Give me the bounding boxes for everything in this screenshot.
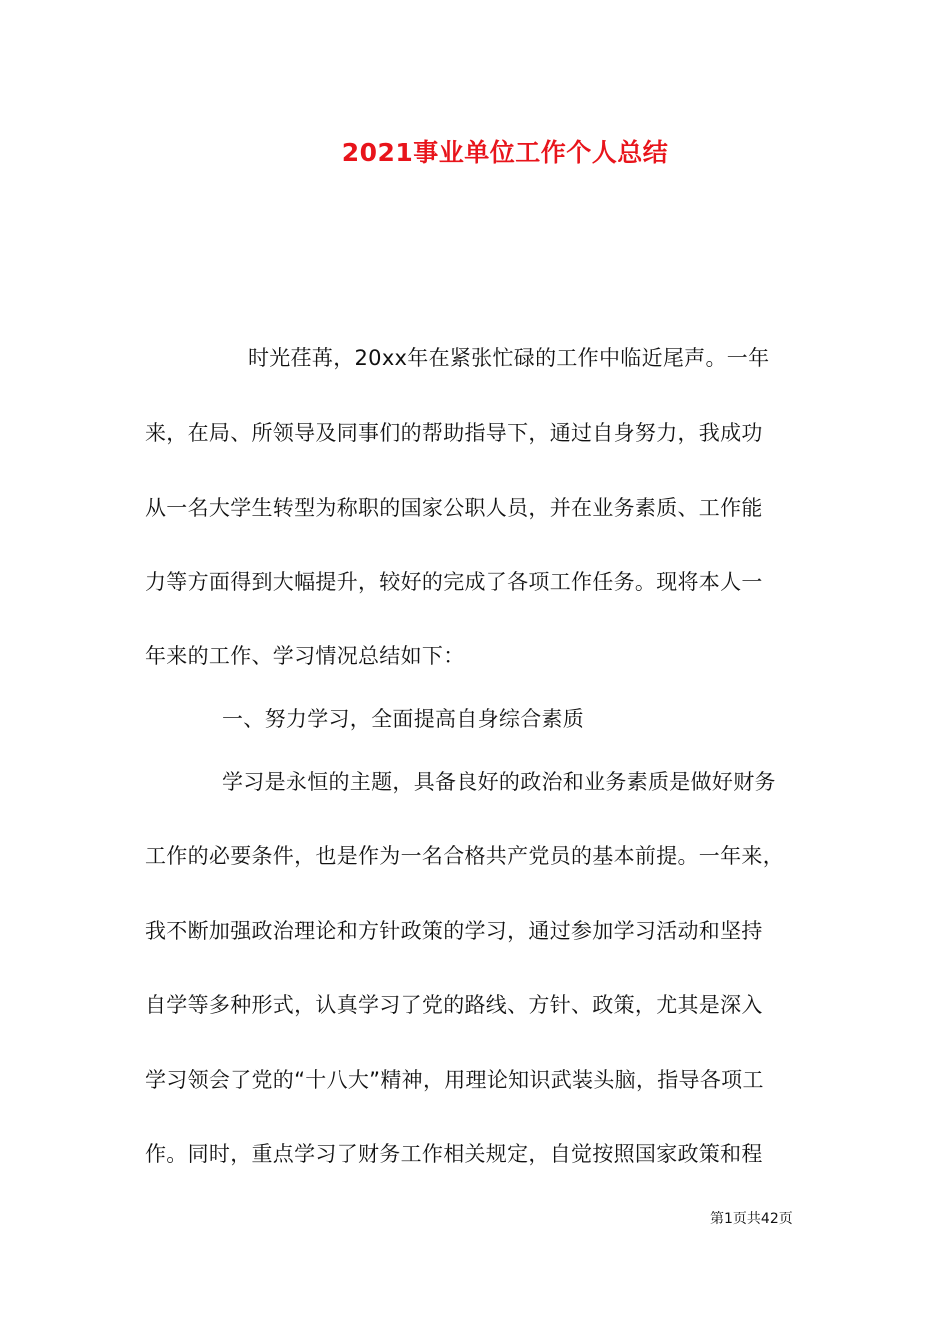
body-line: 年来的工作、学习情况总结如下：	[145, 644, 465, 668]
body-line: 时光荏苒，20xx年在紧张忙碌的工作中临近尾声。一年	[248, 346, 770, 370]
body-line: 从一名大学生转型为称职的国家公职人员，并在业务素质、工作能	[145, 496, 763, 520]
body-line: 作。同时，重点学习了财务工作相关规定，自觉按照国家政策和程	[145, 1142, 763, 1166]
section-heading: 一、努力学习，全面提高自身综合素质	[222, 707, 585, 731]
document-title: 2021事业单位工作个人总结	[341, 138, 669, 167]
page-number: 第1页共42页	[710, 1211, 793, 1227]
body-line: 我不断加强政治理论和方针政策的学习，通过参加学习活动和坚持	[145, 919, 763, 943]
body-line: 工作的必要条件，也是作为一名合格共产党员的基本前提。一年来，	[145, 844, 784, 868]
body-line: 自学等多种形式，认真学习了党的路线、方针、政策，尤其是深入	[145, 993, 763, 1017]
body-line: 学习领会了党的“十八大”精神，用理论知识武装头脑，指导各项工	[145, 1068, 764, 1092]
body-line: 力等方面得到大幅提升，较好的完成了各项工作任务。现将本人一	[145, 570, 763, 594]
body-line: 来，在局、所领导及同事们的帮助指导下，通过自身努力，我成功	[145, 421, 763, 445]
body-line: 学习是永恒的主题，具备良好的政治和业务素质是做好财务	[222, 770, 776, 794]
